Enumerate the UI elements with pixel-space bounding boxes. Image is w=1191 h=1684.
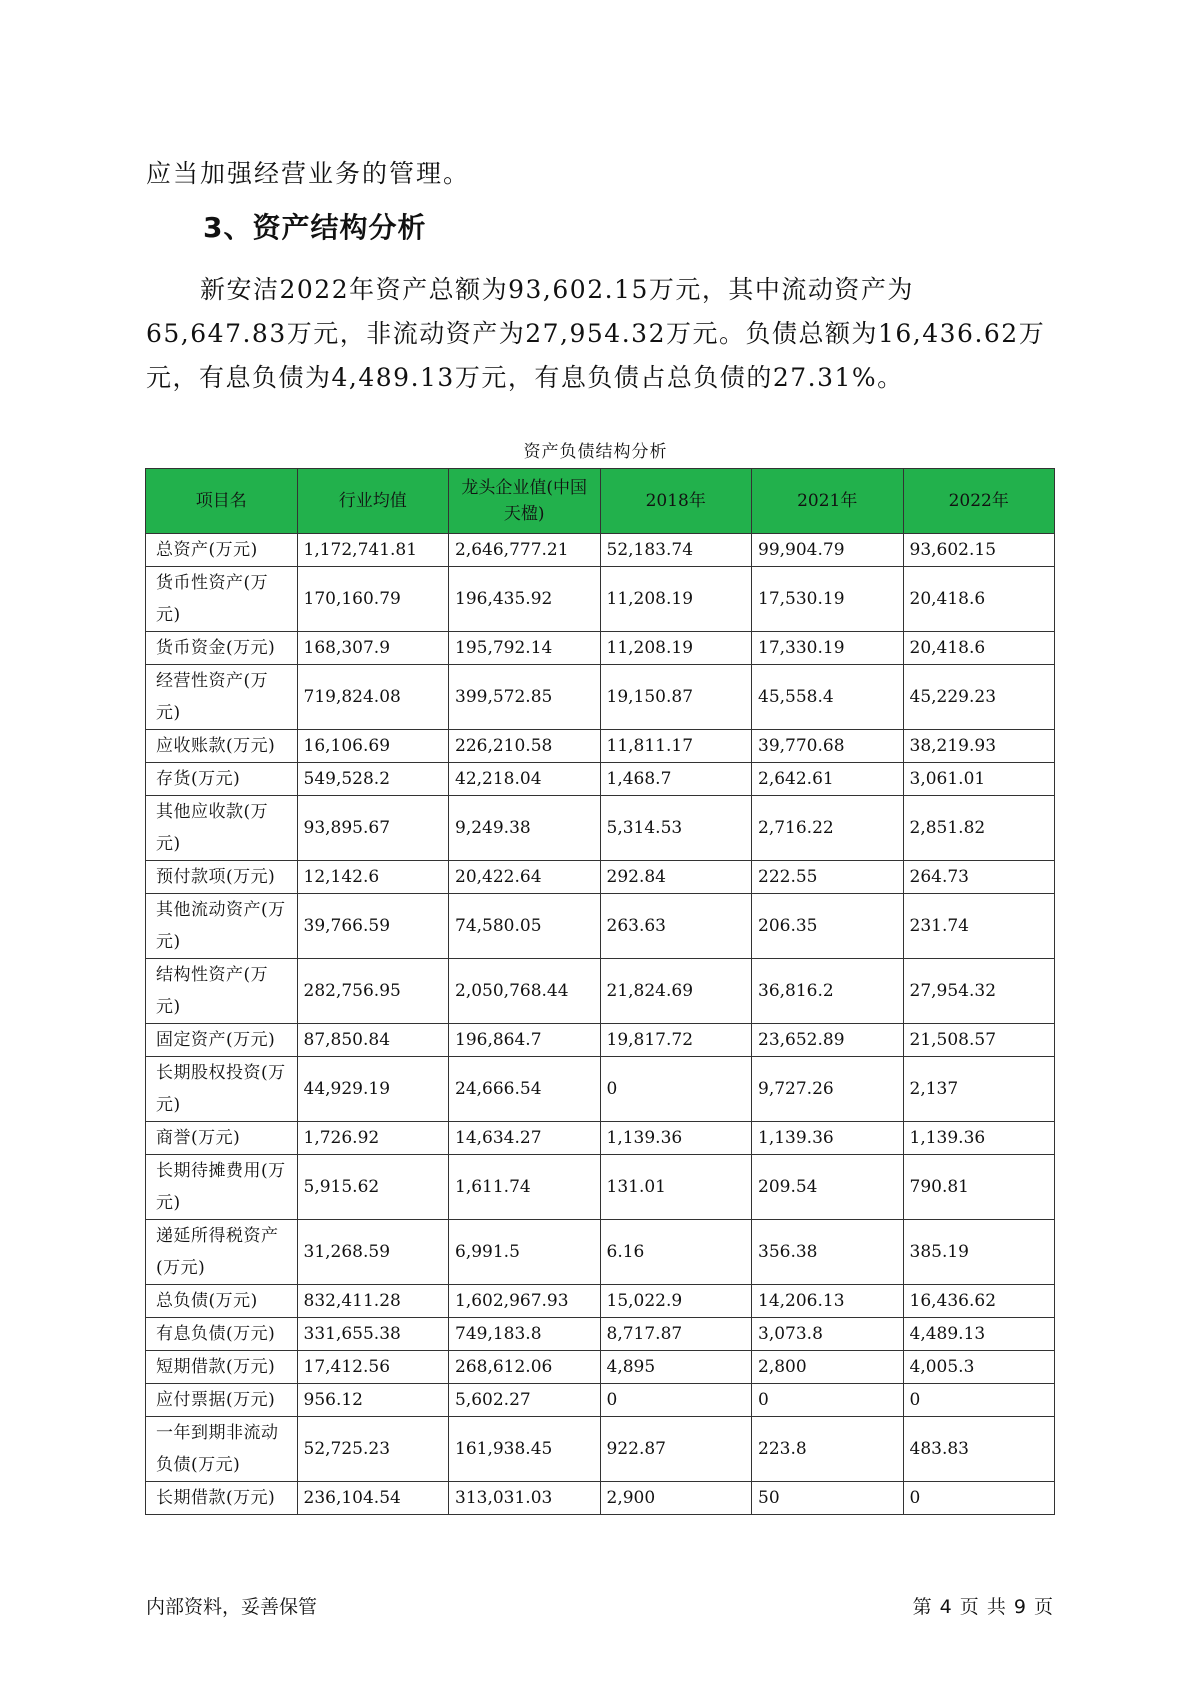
table-row [146,534,1055,567]
row-label-cell: 结构性资产(万元) [146,959,298,1024]
value-cell: 38,219.93 [903,730,1055,763]
table-row [146,567,1055,632]
value-cell: 0 [903,1384,1055,1417]
value-cell: 14,206.13 [752,1285,904,1318]
row-label-cell: 短期借款(万元) [146,1351,298,1384]
value-cell: 0 [903,1482,1055,1515]
value-cell: 2,646,777.21 [449,534,601,567]
value-cell: 1,611.74 [449,1155,601,1220]
value-cell: 331,655.38 [297,1318,449,1351]
value-cell: 50 [752,1482,904,1515]
value-cell: 719,824.08 [297,665,449,730]
value-cell: 4,005.3 [903,1351,1055,1384]
value-cell: 20,418.6 [903,632,1055,665]
value-cell: 52,725.23 [297,1417,449,1482]
row-label-cell: 应收账款(万元) [146,730,298,763]
header-2018: 2018年 [600,469,752,534]
value-cell: 226,210.58 [449,730,601,763]
value-cell: 222.55 [752,861,904,894]
row-label-cell: 有息负债(万元) [146,1318,298,1351]
value-cell: 9,727.26 [752,1057,904,1122]
value-cell: 0 [752,1384,904,1417]
value-cell: 5,915.62 [297,1155,449,1220]
value-cell: 2,137 [903,1057,1055,1122]
value-cell: 1,139.36 [600,1122,752,1155]
value-cell: 292.84 [600,861,752,894]
table-row [146,1057,1055,1122]
value-cell: 749,183.8 [449,1318,601,1351]
table-row [146,1285,1055,1318]
value-cell: 209.54 [752,1155,904,1220]
table-row [146,894,1055,959]
value-cell: 223.8 [752,1417,904,1482]
table-row [146,665,1055,730]
value-cell: 282,756.95 [297,959,449,1024]
value-cell: 4,895 [600,1351,752,1384]
value-cell: 93,602.15 [903,534,1055,567]
row-label-cell: 长期借款(万元) [146,1482,298,1515]
value-cell: 2,716.22 [752,796,904,861]
value-cell: 74,580.05 [449,894,601,959]
row-label-cell: 总负债(万元) [146,1285,298,1318]
value-cell: 20,418.6 [903,567,1055,632]
value-cell: 8,717.87 [600,1318,752,1351]
value-cell: 14,634.27 [449,1122,601,1155]
value-cell: 20,422.64 [449,861,601,894]
value-cell: 19,817.72 [600,1024,752,1057]
value-cell: 42,218.04 [449,763,601,796]
table-row [146,1024,1055,1057]
table-row [146,1384,1055,1417]
row-label-cell: 存货(万元) [146,763,298,796]
value-cell: 17,330.19 [752,632,904,665]
value-cell: 31,268.59 [297,1220,449,1285]
value-cell: 45,558.4 [752,665,904,730]
balance-structure-table [145,468,1055,1515]
value-cell: 44,929.19 [297,1057,449,1122]
value-cell: 263.63 [600,894,752,959]
row-label-cell: 一年到期非流动负债(万元) [146,1417,298,1482]
table-row [146,1220,1055,1285]
section-heading: 3、资产结构分析 [203,211,427,244]
row-label-cell: 货币资金(万元) [146,632,298,665]
header-2022: 2022年 [903,469,1055,534]
row-label-cell: 商誉(万元) [146,1122,298,1155]
value-cell: 12,142.6 [297,861,449,894]
page-number: 第 4 页 共 9 页 [912,1596,1054,1618]
row-label-cell: 其他应收款(万元) [146,796,298,861]
value-cell: 206.35 [752,894,904,959]
value-cell: 231.74 [903,894,1055,959]
value-cell: 832,411.28 [297,1285,449,1318]
value-cell: 17,412.56 [297,1351,449,1384]
value-cell: 19,150.87 [600,665,752,730]
table-row [146,1155,1055,1220]
value-cell: 236,104.54 [297,1482,449,1515]
value-cell: 2,800 [752,1351,904,1384]
value-cell: 790.81 [903,1155,1055,1220]
footer-confidential-note: 内部资料，妥善保管 [146,1596,318,1618]
value-cell: 0 [600,1057,752,1122]
value-cell: 16,106.69 [297,730,449,763]
table-row [146,763,1055,796]
value-cell: 39,770.68 [752,730,904,763]
value-cell: 2,642.61 [752,763,904,796]
value-cell: 17,530.19 [752,567,904,632]
table-row [146,959,1055,1024]
value-cell: 956.12 [297,1384,449,1417]
value-cell: 23,652.89 [752,1024,904,1057]
value-cell: 6,991.5 [449,1220,601,1285]
value-cell: 1,139.36 [752,1122,904,1155]
value-cell: 0 [600,1384,752,1417]
value-cell: 1,139.36 [903,1122,1055,1155]
value-cell: 195,792.14 [449,632,601,665]
intro-line: 应当加强经营业务的管理。 [146,159,471,188]
table-row [146,730,1055,763]
value-cell: 11,811.17 [600,730,752,763]
value-cell: 161,938.45 [449,1417,601,1482]
value-cell: 196,435.92 [449,567,601,632]
summary-paragraph: 新安洁2022年资产总额为93,602.15万元，其中流动资产为65,647.83万元，非流动资产为27,954.32万元。负债总额为16,436.62万元，有息负债为4,489.13万元，有息负债占总负债的27.31%。 [146,275,1046,392]
value-cell: 1,726.92 [297,1122,449,1155]
value-cell: 385.19 [903,1220,1055,1285]
table-header-row [146,469,1055,534]
value-cell: 922.87 [600,1417,752,1482]
value-cell: 9,249.38 [449,796,601,861]
header-item-name: 项目名 [146,469,298,534]
value-cell: 168,307.9 [297,632,449,665]
value-cell: 549,528.2 [297,763,449,796]
row-label-cell: 递延所得税资产(万元) [146,1220,298,1285]
value-cell: 1,602,967.93 [449,1285,601,1318]
table-row [146,1417,1055,1482]
value-cell: 1,172,741.81 [297,534,449,567]
value-cell: 2,851.82 [903,796,1055,861]
table-row [146,632,1055,665]
value-cell: 21,508.57 [903,1024,1055,1057]
value-cell: 45,229.23 [903,665,1055,730]
row-label-cell: 预付款项(万元) [146,861,298,894]
value-cell: 399,572.85 [449,665,601,730]
value-cell: 15,022.9 [600,1285,752,1318]
value-cell: 2,900 [600,1482,752,1515]
row-label-cell: 长期股权投资(万元) [146,1057,298,1122]
value-cell: 3,073.8 [752,1318,904,1351]
value-cell: 3,061.01 [903,763,1055,796]
row-label-cell: 其他流动资产(万元) [146,894,298,959]
value-cell: 24,666.54 [449,1057,601,1122]
value-cell: 52,183.74 [600,534,752,567]
value-cell: 36,816.2 [752,959,904,1024]
value-cell: 39,766.59 [297,894,449,959]
value-cell: 483.83 [903,1417,1055,1482]
table-row [146,1351,1055,1384]
table-row [146,1318,1055,1351]
header-industry-average: 行业均值 [297,469,449,534]
row-label-cell: 长期待摊费用(万元) [146,1155,298,1220]
value-cell: 131.01 [600,1155,752,1220]
row-label-cell: 固定资产(万元) [146,1024,298,1057]
table-row [146,796,1055,861]
value-cell: 11,208.19 [600,632,752,665]
value-cell: 170,160.79 [297,567,449,632]
value-cell: 6.16 [600,1220,752,1285]
value-cell: 268,612.06 [449,1351,601,1384]
value-cell: 2,050,768.44 [449,959,601,1024]
value-cell: 1,468.7 [600,763,752,796]
table-row [146,861,1055,894]
value-cell: 313,031.03 [449,1482,601,1515]
value-cell: 99,904.79 [752,534,904,567]
table-row [146,1122,1055,1155]
value-cell: 87,850.84 [297,1024,449,1057]
value-cell: 196,864.7 [449,1024,601,1057]
value-cell: 11,208.19 [600,567,752,632]
value-cell: 5,602.27 [449,1384,601,1417]
row-label-cell: 经营性资产(万元) [146,665,298,730]
table-row [146,1482,1055,1515]
value-cell: 16,436.62 [903,1285,1055,1318]
value-cell: 27,954.32 [903,959,1055,1024]
header-2021: 2021年 [752,469,904,534]
header-leader-value: 龙头企业值(中国天楹) [449,469,601,534]
value-cell: 5,314.53 [600,796,752,861]
row-label-cell: 总资产(万元) [146,534,298,567]
row-label-cell: 应付票据(万元) [146,1384,298,1417]
value-cell: 93,895.67 [297,796,449,861]
value-cell: 21,824.69 [600,959,752,1024]
value-cell: 264.73 [903,861,1055,894]
value-cell: 4,489.13 [903,1318,1055,1351]
row-label-cell: 货币性资产(万元) [146,567,298,632]
table-title: 资产负债结构分析 [523,442,668,462]
value-cell: 356.38 [752,1220,904,1285]
